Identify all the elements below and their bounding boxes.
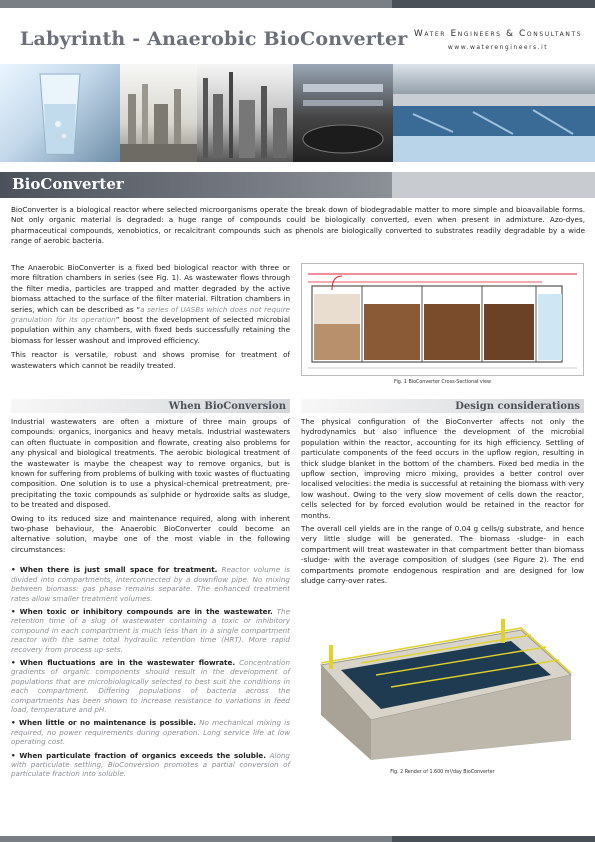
design-paragraph-2: The overall cell yields are in the range of 0.04 g cells/g substrate, and hence very little sludge will be generated. The biomass -sludge- in each compartment will treat wastewater in that compartment better than biomass -sludge- with the average composition of sludges (see Figure 2). The end compartments promote endogenous respiration and are designed for low sludge carry-over rates. <box>301 524 584 586</box>
list-item: • When there is just small space for treatment. Reactor volume is divided into compartments, interconnected by a downflow pipe. No mixing between biomass: gas phase remains separate. The enhanced treatment rates allow smaller treatment volumes. <box>11 565 290 603</box>
when-paragraph-2: Owing to its reduced size and maintenance required, along with inherent two-phase behaviour, the Anaerobic BioConverter could become an alternative solution, maybe one of the most viable in the following circumstances: <box>11 513 290 554</box>
list-item: • When particulate fraction of organics exceeds the soluble. Along with particulate settling, BioConversion promotes a partial conversion of particulate fraction into soluble. <box>11 750 290 779</box>
photo-pipes-tank <box>293 64 393 162</box>
design-heading: Design considerations <box>301 399 584 413</box>
section-title: BioConverter <box>12 175 124 193</box>
design-column <box>301 417 584 590</box>
company-website: www.waterengineers.it <box>447 44 549 51</box>
company-name: Water Engineers & Consultants <box>413 29 583 39</box>
design-paragraph-1: The physical configuration of the BioConverter affects not only the hydrodynamics but also influence the development of the microbial population within the reactor, accounting for its high efficiency. Settling of particulate components of the feed occurs in the upflow region, resulting in thick sludge blanket in the bottom of the chambers. Fixed bed media in the upflow section, improving micro mixing, provides a better control over localised velocities: the media is successful at retaining the biomass with very low washout. Owing to the very slow movement of cells down the reactor, cells selected for by forced evolution would be retained in the reactor for months. <box>301 417 584 520</box>
section-header <box>0 172 595 198</box>
figure-1-caption: Fig. 1 BioConverter Cross-Sectional view <box>394 380 491 385</box>
figure-render <box>301 605 584 763</box>
description-paragraph: The Anaerobic BioConverter is a fixed bed biological reactor with three or more filtration chambers in series (see Fig. 1). As wastewater flows through the filter media, particles are trapped and matter degraded by the active biomass attached to the surface of the filter material. Filtration chambers in series, which can be described as “a series of UASBs which does not require granulation for its operation” boost the development of selected microbial population within any chambers, with fixed beds successfully retaining the biomass for lesser washout and improved efficiency. <box>11 263 291 345</box>
list-item: • When fluctuations are in the wastewater flowrate. Concentration gradients of organic components should result in the development of populations that are microbiologically selected to best suit the conditions in each compartment. Differing populations of bacteria across the compartments has been shown to increase resistance to variations in feed load, temperature and pH. <box>11 657 290 714</box>
list-item: • When little or no maintenance is possible. No mechanical mixing is required, no power requirements during operation. Long service life at low operating cost. <box>11 718 290 747</box>
photo-treatment-basin <box>393 64 595 162</box>
when-paragraph-1: Industrial wastewaters are often a mixture of three main groups of compounds: organics, inorganics and heavy metals. Industrial wastewaters can often fluctuate in composition and flowrate, creating also problems for any physical and biological treatments. The aerobic biological treatment of the wastewater is maybe the cheapest way to remove organics, but is known for suffering from problems of bulking with toxic wastes of fluctuating composition. One solution is to use a physical-chemical pretreatment, pre-precipitating the toxic compounds as sulphide or hydroxide salts as sludge, to be treated and disposed. <box>11 417 290 510</box>
list-item: • When toxic or inhibitory compounds are in the wastewater. The retention time of a slug of wastewater containing a toxic or inhibitory compound in each compartment is much less than in a single compartment reactor with the same total hydraulic retention time (HRT). More rapid recovery from process up-sets. <box>11 606 290 654</box>
page-title: Labyrinth - Anaerobic BioConverter <box>20 28 408 50</box>
versatility-paragraph: This reactor is versatile, robust and shows promise for treatment of wastewaters which cannot be readily treated. <box>11 350 290 370</box>
figure-cross-section <box>301 263 584 376</box>
photo-refinery <box>197 64 293 162</box>
intro-paragraph: BioConverter is a biological reactor where selected microorganisms operate the break down of biodegradable matter to more simple and bioavailable forms. Not only organic material is degraded: a huge range of compounds could be biologically converted, even when present in admixture. Azo-dyes, pharmaceutical compounds, xenobiotics, or recalcitrant compounds such as phenols are biologically converted to substrates readily degradable by a wide range of aerobic bacteria. <box>11 205 585 246</box>
description-quote: a series of UASBs which does not require granulation for its operation <box>11 304 290 325</box>
photo-water-glass <box>0 64 120 162</box>
when-heading: When BioConversion <box>11 399 290 413</box>
description-column <box>11 263 290 375</box>
top-band <box>0 0 595 8</box>
bottom-band <box>0 836 595 842</box>
photo-industrial-plant <box>120 64 197 162</box>
when-column <box>11 417 290 783</box>
circumstances-list <box>11 565 290 779</box>
header-photo-strip <box>0 64 595 162</box>
figure-2-caption: Fig. 2 Render of 1.600 m³/day BioConverter <box>390 770 495 775</box>
